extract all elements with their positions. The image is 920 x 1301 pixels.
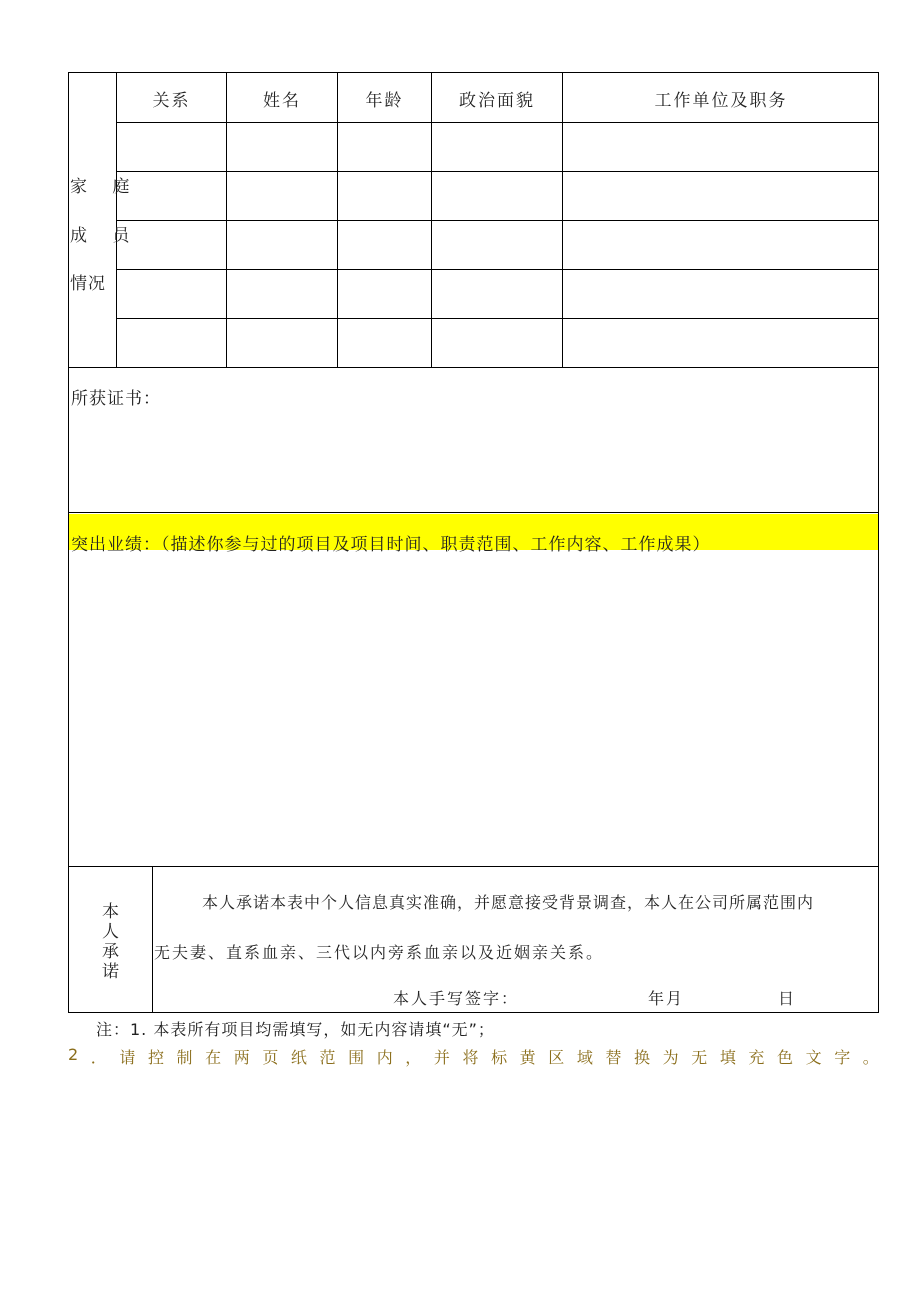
pledge-label-char: 本 xyxy=(102,902,119,922)
family-cell-name[interactable] xyxy=(227,172,337,220)
certificates-label: 所获证书： xyxy=(71,389,161,409)
column-header-employer-position: 工作单位及职务 xyxy=(654,90,788,111)
note-2-char: 替 xyxy=(605,1048,622,1067)
family-cell-employer-position[interactable] xyxy=(563,172,879,220)
note-2-char: 标 xyxy=(491,1048,508,1067)
note-2-char: 范 xyxy=(319,1048,336,1067)
family-label-line: 家 庭 xyxy=(70,177,140,197)
note-2-char: 域 xyxy=(576,1048,593,1067)
column-header-age: 年龄 xyxy=(365,90,404,111)
family-cell-relation[interactable] xyxy=(117,172,226,220)
note-2-char: 为 xyxy=(662,1048,679,1067)
note-1: 注：1. 本表所有项目均需填写，如无内容请填“无”； xyxy=(96,1020,495,1039)
note-2-char: 黄 xyxy=(519,1048,536,1067)
family-cell-relation[interactable] xyxy=(117,319,226,367)
note-2-char: ． xyxy=(90,1048,107,1067)
family-cell-employer-position[interactable] xyxy=(563,319,879,367)
pledge-label-char: 人 xyxy=(102,922,119,942)
note-2-char: 色 xyxy=(777,1048,794,1067)
pledge-divider xyxy=(152,867,153,1013)
note-2-char: 制 xyxy=(176,1048,193,1067)
achievements-field[interactable] xyxy=(69,552,878,866)
note-2-char: 字 xyxy=(834,1048,851,1067)
achievements-label: 突出业绩：（描述你参与过的项目及项目时间、职责范围、工作内容、工作成果） xyxy=(71,535,711,555)
note-2-char: 文 xyxy=(805,1048,822,1067)
note-2 xyxy=(68,1045,879,1068)
family-cell-name[interactable] xyxy=(227,221,337,269)
signature-label: 本人手写签字： xyxy=(393,989,520,1008)
note-2-char: 无 xyxy=(691,1048,708,1067)
family-cell-political-status[interactable] xyxy=(432,221,562,269)
family-cell-political-status[interactable] xyxy=(432,172,562,220)
pledge-label xyxy=(69,902,152,982)
pledge-label-char: 诺 xyxy=(102,962,119,982)
note-2-char: 区 xyxy=(548,1048,565,1067)
family-cell-name[interactable] xyxy=(227,319,337,367)
note-2-char: 。 xyxy=(862,1048,879,1067)
note-2-char: 充 xyxy=(748,1048,765,1067)
family-cell-age[interactable] xyxy=(338,123,431,171)
family-cell-age[interactable] xyxy=(338,319,431,367)
section-divider xyxy=(68,866,879,867)
note-2-char: 页 xyxy=(262,1048,279,1067)
column-header-political-status: 政治面貌 xyxy=(459,90,535,111)
note-2-char: 控 xyxy=(147,1048,164,1067)
family-cell-age[interactable] xyxy=(338,172,431,220)
pledge-label-char: 承 xyxy=(102,942,119,962)
note-2-char: 在 xyxy=(205,1048,222,1067)
family-label-line: 情况 xyxy=(70,274,106,294)
note-2-char: 将 xyxy=(462,1048,479,1067)
date-year-month: 年月 xyxy=(648,989,685,1008)
pledge-text-line-2: 无夫妻、直系血亲、三代以内旁系血亲以及近姻亲关系。 xyxy=(154,943,605,962)
note-2-char: 并 xyxy=(433,1048,450,1067)
note-2-char: 两 xyxy=(233,1048,250,1067)
family-cell-name[interactable] xyxy=(227,123,337,171)
section-divider xyxy=(68,512,879,513)
family-label-line: 成 员 xyxy=(70,226,140,246)
family-cell-relation[interactable] xyxy=(117,123,226,171)
family-cell-political-status[interactable] xyxy=(432,123,562,171)
family-cell-relation[interactable] xyxy=(117,221,226,269)
column-header-relation: 关系 xyxy=(152,90,191,111)
family-cell-political-status[interactable] xyxy=(432,319,562,367)
family-cell-employer-position[interactable] xyxy=(563,270,879,318)
note-2-char: 2 xyxy=(68,1045,79,1064)
family-cell-age[interactable] xyxy=(338,221,431,269)
family-cell-employer-position[interactable] xyxy=(563,123,879,171)
note-2-char: 换 xyxy=(634,1048,651,1067)
pledge-text-line-1: 本人承诺本表中个人信息真实准确，并愿意接受背景调查，本人在公司所属范围内 xyxy=(202,893,815,912)
family-cell-political-status[interactable] xyxy=(432,270,562,318)
family-cell-age[interactable] xyxy=(338,270,431,318)
section-divider xyxy=(68,367,879,368)
note-2-char: 请 xyxy=(119,1048,136,1067)
note-2-char: 围 xyxy=(348,1048,365,1067)
family-cell-relation[interactable] xyxy=(117,270,226,318)
note-2-char: 内 xyxy=(376,1048,393,1067)
date-day: 日 xyxy=(778,989,797,1008)
note-2-char: 填 xyxy=(719,1048,736,1067)
note-2-char: 纸 xyxy=(290,1048,307,1067)
family-cell-employer-position[interactable] xyxy=(563,221,879,269)
signature-field[interactable] xyxy=(520,982,640,1008)
family-cell-name[interactable] xyxy=(227,270,337,318)
column-header-name: 姓名 xyxy=(263,90,301,111)
certificates-field[interactable] xyxy=(69,408,878,512)
note-2-char: ， xyxy=(405,1048,422,1067)
